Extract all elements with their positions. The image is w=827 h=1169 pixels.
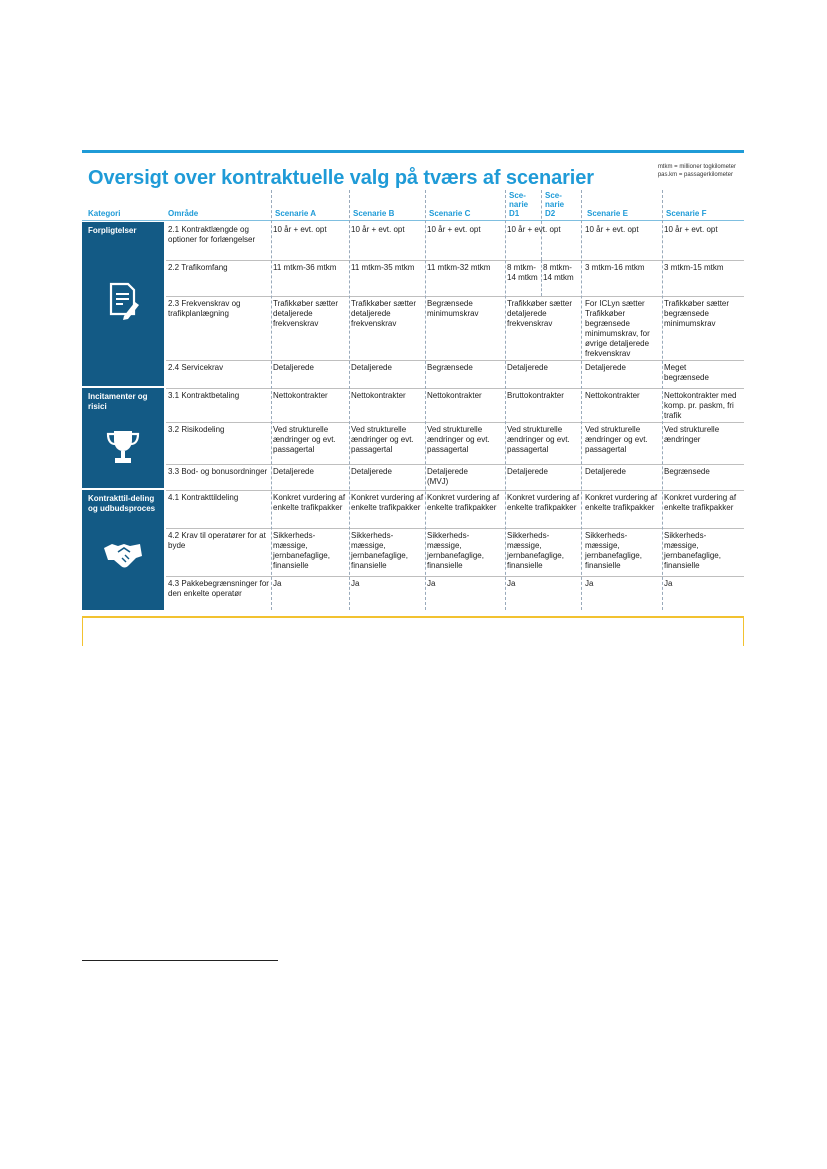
cell-scenarie-e: Ved strukturelle ændringer og evt. passagertal [585, 425, 648, 454]
cell-scenarie-c: Detaljerede (MVJ) [427, 467, 468, 486]
cell-scenarie-a: Detaljerede [273, 363, 314, 372]
header-kategori: Kategori [88, 209, 121, 218]
header-omraade: Område [168, 209, 199, 218]
cell-scenarie-d: Trafikkøber sætter detaljerede frekvenskrav [507, 299, 573, 328]
cell-scenarie-e: For ICLyn sætter Trafikkøber begrænsede minimumskrav, for øvrige detaljerede frekvenskrav [585, 299, 650, 358]
cell-scenarie-e: Detaljerede [585, 467, 626, 476]
cell-scenarie-f: Ved strukturelle ændringer [664, 425, 720, 444]
cell-scenarie-e: Konkret vurdering af enkelte trafikpakker [585, 493, 658, 512]
cell-scenarie-b: Ved strukturelle ændringer og evt. passagertal [351, 425, 414, 454]
cell-scenarie-e: Sikkerheds-mæssige, jernbanefaglige, finansielle [585, 531, 642, 570]
cell-scenarie-f: Ja [664, 579, 673, 588]
cell-scenarie-d: Ja [507, 579, 516, 588]
document-pen-icon [102, 280, 144, 322]
cell-scenarie-e: 10 år + evt. opt [585, 225, 639, 234]
cell-scenarie-a: Ja [273, 579, 282, 588]
cell-scenarie-e: Detaljerede [585, 363, 626, 372]
header-scenarie-e: Scenarie E [587, 209, 628, 218]
header-scenarie-f: Scenarie F [666, 209, 707, 218]
cell-scenarie-f: Nettokontrakter med komp. pr. paskm, fri trafik [664, 391, 737, 420]
cell-scenarie-d2: 8 mtkm-14 mtkm [543, 263, 574, 282]
cell-scenarie-f: Konkret vurdering af enkelte trafikpakker [664, 493, 737, 512]
column-separator [271, 190, 272, 610]
row-area-label: 2.4 Servicekrav [168, 363, 224, 372]
cell-scenarie-a: Ved strukturelle ændringer og evt. passagertal [273, 425, 336, 454]
row-area-label: 3.3 Bod- og bonusordninger [168, 467, 268, 476]
row-area-label: 4.2 Krav til operatører for at byde [168, 531, 266, 550]
cell-scenarie-c: 11 mtkm-32 mtkm [427, 263, 491, 272]
cell-scenarie-b: 11 mtkm-35 mtkm [351, 263, 415, 272]
table-row [166, 296, 744, 361]
cell-scenarie-d1: 8 mtkm-14 mtkm [507, 263, 538, 282]
figure-top-rule [82, 150, 744, 153]
cell-scenarie-b: Trafikkøber sætter detaljerede frekvenskrav [351, 299, 417, 328]
cell-scenarie-f: 3 mtkm-15 mtkm [664, 263, 724, 272]
cell-scenarie-d: Bruttokontrakter [507, 391, 564, 400]
row-area-label: 4.1 Kontrakttildeling [168, 493, 239, 502]
cell-scenarie-b: Detaljerede [351, 467, 392, 476]
cell-scenarie-c: Begrænsede [427, 363, 473, 372]
footnote-separator [82, 960, 278, 961]
trophy-icon [102, 426, 144, 468]
column-separator [349, 190, 350, 610]
header-scenarie-b: Scenarie B [353, 209, 395, 218]
handshake-icon [102, 532, 144, 574]
column-separator [541, 260, 542, 296]
legend-line: pas.km = passagerkilometer [657, 172, 734, 178]
table-row [166, 576, 744, 612]
cell-scenarie-d: Detaljerede [507, 363, 548, 372]
cell-scenarie-d: Detaljerede [507, 467, 548, 476]
cell-scenarie-c: Nettokontrakter [427, 391, 482, 400]
cell-scenarie-b: 10 år + evt. opt [351, 225, 405, 234]
legend-line: mtkm = millioner togkilometer [657, 164, 736, 170]
row-area-label: 4.3 Pakkebegrænsninger for den enkelte operatør [168, 579, 269, 598]
column-separator [505, 190, 506, 610]
cell-scenarie-a: Sikkerheds-mæssige, jernbanefaglige, finansielle [273, 531, 330, 570]
table-row [166, 260, 744, 297]
cell-scenarie-a: 10 år + evt. opt [273, 225, 327, 234]
cell-scenarie-c: Begrænsede minimumskrav [427, 299, 479, 318]
figure-title: Oversigt over kontraktuelle valg på tværs af scenarier [88, 167, 594, 189]
cell-scenarie-a: Detaljerede [273, 467, 314, 476]
cell-scenarie-f: Begrænsede [664, 467, 710, 476]
category-incitamenter [82, 388, 164, 488]
abbreviation-legend [658, 163, 736, 179]
cell-scenarie-f: Meget begrænsede [664, 363, 709, 382]
header-scenarie-a: Scenarie A [275, 209, 317, 218]
category-label: Kontrakttil-deling og udbudsproces [88, 494, 156, 513]
cell-scenarie-e: Nettokontrakter [585, 391, 640, 400]
cell-scenarie-a: 11 mtkm-36 mtkm [273, 263, 337, 272]
row-area-label: 3.1 Kontraktbetaling [168, 391, 240, 400]
table-header-row [82, 188, 744, 221]
cell-scenarie-c: 10 år + evt. opt [427, 225, 481, 234]
cell-scenarie-a: Trafikkøber sætter detaljerede frekvenskrav [273, 299, 339, 328]
table-row [166, 464, 744, 491]
cell-scenarie-c: Ved strukturelle ændringer og evt. passagertal [427, 425, 490, 454]
cell-scenarie-b: Nettokontrakter [351, 391, 406, 400]
cell-scenarie-c: Sikkerheds-mæssige, jernbanefaglige, finansielle [427, 531, 484, 570]
table-row [166, 528, 744, 577]
row-area-label: 3.2 Risikodeling [168, 425, 225, 434]
cell-scenarie-d: Konkret vurdering af enkelte trafikpakker [507, 493, 580, 512]
header-scenarie-d1: Sce- narie D1 [509, 191, 529, 218]
cell-scenarie-f: Trafikkøber sætter begrænsede minimumskrav [664, 299, 730, 328]
column-separator [662, 190, 663, 610]
row-area-label: 2.3 Frekvenskrav og trafikplanlægning [168, 299, 241, 318]
cell-scenarie-c: Ja [427, 579, 436, 588]
cell-scenarie-a: Nettokontrakter [273, 391, 328, 400]
table-row [166, 222, 744, 261]
cell-scenarie-d: 10 år + evt. opt [507, 225, 561, 234]
table-row [166, 360, 744, 389]
column-separator [581, 190, 582, 610]
cell-scenarie-f: Sikkerheds-mæssige, jernbanefaglige, finansielle [664, 531, 721, 570]
table-row [166, 422, 744, 465]
category-forpligtelser [82, 222, 164, 386]
cell-scenarie-a: Konkret vurdering af enkelte trafikpakker [273, 493, 346, 512]
cell-scenarie-e: Ja [585, 579, 594, 588]
row-area-label: 2.2 Trafikomfang [168, 263, 228, 272]
column-separator [541, 190, 542, 260]
cell-scenarie-b: Sikkerheds-mæssige, jernbanefaglige, finansielle [351, 531, 408, 570]
table-row [166, 388, 744, 423]
cell-scenarie-c: Konkret vurdering af enkelte trafikpakker [427, 493, 500, 512]
figure-frame-right [743, 616, 744, 646]
cell-scenarie-d: Sikkerheds-mæssige, jernbanefaglige, finansielle [507, 531, 564, 570]
table-row [166, 490, 744, 529]
figure-frame-left [82, 616, 83, 646]
category-kontrakttildeling [82, 490, 164, 610]
category-label: Incitamenter og risici [88, 392, 148, 411]
cell-scenarie-e: 3 mtkm-16 mtkm [585, 263, 645, 272]
cell-scenarie-b: Ja [351, 579, 360, 588]
header-scenarie-d2: Sce- narie D2 [545, 191, 565, 218]
cell-scenarie-d: Ved strukturelle ændringer og evt. passagertal [507, 425, 570, 454]
cell-scenarie-f: 10 år + evt. opt [664, 225, 718, 234]
cell-scenarie-b: Detaljerede [351, 363, 392, 372]
category-label: Forpligtelser [88, 226, 137, 235]
header-scenarie-c: Scenarie C [429, 209, 471, 218]
row-area-label: 2.1 Kontraktlængde og optioner for forlængelser [168, 225, 256, 244]
figure-bottom-rule [82, 616, 744, 618]
overview-figure [82, 150, 744, 647]
column-separator [425, 190, 426, 610]
cell-scenarie-b: Konkret vurdering af enkelte trafikpakker [351, 493, 424, 512]
